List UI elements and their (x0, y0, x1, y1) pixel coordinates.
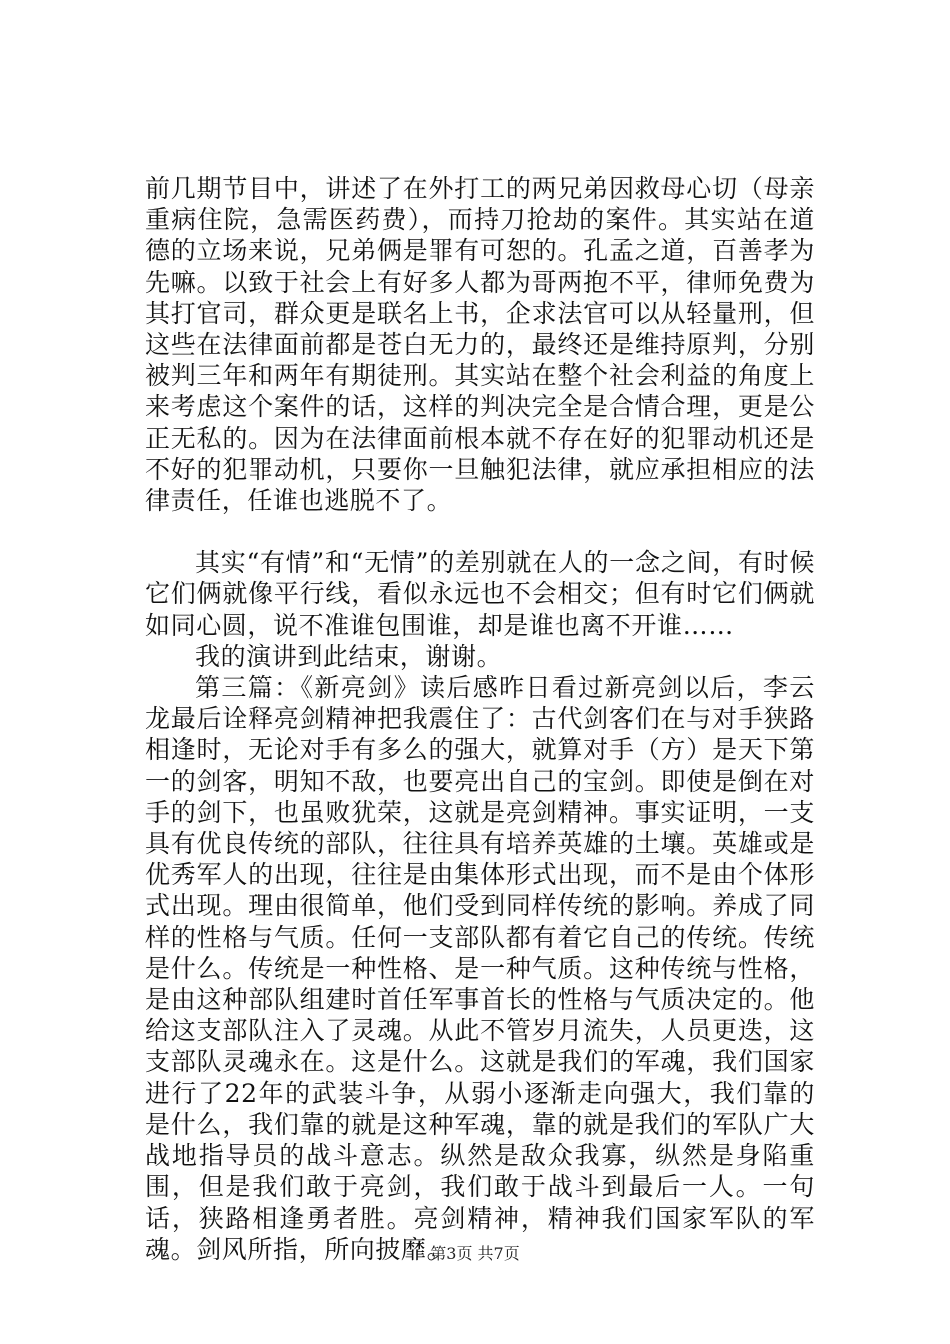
paragraph-spacer (145, 516, 815, 547)
paragraph-case-story: 前几期节目中，讲述了在外打工的两兄弟因救母心切（母亲重病住院，急需医药费），而持刀抢劫的案件。其实站在道德的立场来说，兄弟俩是罪有可恕的。孔孟之道，百善孝为先嘛。以致于社会上有好多人都为哥两抱不平，律师免费为其打官司，群众更是联名上书，企求法官可以从轻量刑，但这些在法律面前都是苍白无力的，最终还是维持原判，分别被判三年和两年有期徒刑。其实站在整个社会利益的角度上来考虑这个案件的话，这样的判决完全是合情合理，更是公正无私的。因为在法律面前根本就不存在好的犯罪动机还是不好的犯罪动机，只要你一旦触犯法律，就应承担相应的法律责任，任谁也逃脱不了。 (145, 174, 815, 516)
document-body (145, 173, 815, 1265)
page-number-footer: 第3页 共7页 (430, 1244, 520, 1263)
paragraph-liangjian-review: 第三篇：《新亮剑》读后感昨日看过新亮剑以后，李云龙最后诠释亮剑精神把我震住了：古代剑客们在与对手狭路相逢时，无论对手有多么的强大，就算对手（方）是天下第一的剑客，明知不敌，也要亮出自己的宝剑。即使是倒在对手的剑下，也虽败犹荣，这就是亮剑精神。事实证明，一支具有优良传统的部队，往往具有培养英雄的土壤。英雄或是优秀军人的出现，往往是由集体形式出现，而不是由个体形式出现。理由很简单，他们受到同样传统的影响。养成了同样的性格与气质。任何一支部队都有着它自己的传统。传统是什么。传统是一种性格、是一种气质。这种传统与性格，是由这种部队组建时首任军事首长的性格与气质决定的。他给这支部队注入了灵魂。从此不管岁月流失，人员更迭，这支部队灵魂永在。这是什么。这就是我们的军魂，我们国家进行了22年的武装斗争，从弱小逐渐走向强大，我们靠的是什么，我们靠的就是这种军魂，靠的就是我们的军队广大战地指导员的战斗意志。纵然是敌众我寡，纵然是身陷重围，但是我们敢于亮剑，我们敢于战斗到最后一人。一句话，狭路相逢勇者胜。亮剑精神，精神我们国家军队的军魂。剑风所指，所向披靡。 (145, 673, 815, 1264)
paragraph-closing: 我的演讲到此结束，谢谢。 (195, 641, 503, 671)
paragraph-feeling-difference: 其实“有情”和“无情”的差别就在人的一念之间，有时候它们俩就像平行线，看似永远也不会相交；但有时它们俩就如同心圆，说不准谁包围谁，却是谁也离不开谁…… (145, 548, 815, 640)
